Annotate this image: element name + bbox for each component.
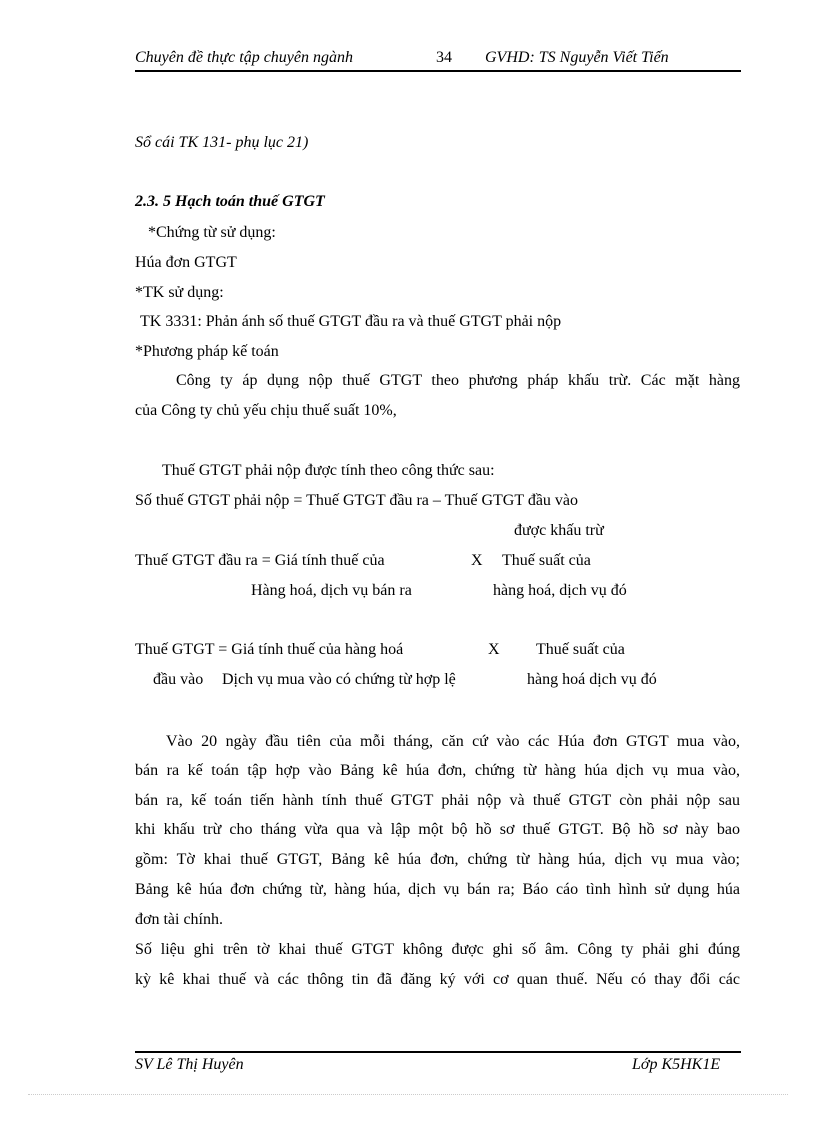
- formula-3-right: Thuế suất của: [536, 641, 625, 658]
- formula-2-right-sub: hàng hoá, dịch vụ đó: [493, 582, 627, 599]
- header-title: Chuyên đề thực tập chuyên ngành: [135, 49, 353, 66]
- footer-class: Lớp K5HK1E: [632, 1056, 721, 1073]
- paragraph-line: Số liệu ghi trên tờ khai thuế GTGT không được ghi số âm. Công ty phải ghi đúng: [135, 941, 740, 958]
- page-bottom-border: [28, 1094, 788, 1095]
- formula-intro: Thuế GTGT phải nộp được tính theo công thức sau:: [162, 462, 495, 479]
- formula-3-middle-sub: Dịch vụ mua vào có chứng từ hợp lệ: [222, 671, 456, 688]
- paragraph-line: đơn tài chính.: [135, 911, 223, 928]
- accounts-label: *TK sử dụng:: [135, 284, 224, 301]
- paragraph-line: của Công ty chủ yếu chịu thuế suất 10%,: [135, 402, 397, 419]
- paragraph-line: bán ra kế toán tập hợp vào Bảng kê húa đơn, chứng từ hàng húa dịch vụ mua vào,: [135, 762, 740, 779]
- formula-3-left-sub: đầu vào: [153, 671, 204, 688]
- paragraph-line: Vào 20 ngày đầu tiên của mỗi tháng, căn cứ vào các Húa đơn GTGT mua vào,: [166, 733, 740, 750]
- paragraph-line: Bảng kê húa đơn chứng từ, hàng húa, dịch vụ bán ra; Báo cáo tình hình sử dụng húa: [135, 881, 740, 898]
- formula-2-left: Thuế GTGT đầu ra = Giá tính thuế của: [135, 552, 385, 569]
- header-rule: [135, 70, 741, 72]
- formula-1-sub: được khấu trừ: [514, 522, 604, 539]
- formula-2-multiply: X: [471, 552, 483, 569]
- docs-used-label: *Chứng từ sử dụng:: [148, 224, 276, 241]
- paragraph-line: kỳ kê khai thuế và các thông tin đã đăng ký với cơ quan thuế. Nếu có thay đổi các: [135, 971, 740, 988]
- formula-1-main: Số thuế GTGT phải nộp = Thuế GTGT đầu ra – Thuế GTGT đầu vào: [135, 492, 579, 509]
- formula-2-left-sub: Hàng hoá, dịch vụ bán ra: [251, 582, 412, 599]
- page-number: 34: [436, 49, 452, 66]
- section-heading: 2.3. 5 Hạch toán thuế GTGT: [135, 193, 325, 210]
- docs-used-value: Húa đơn GTGT: [135, 254, 237, 271]
- header-supervisor: GVHD: TS Nguyễn Viết Tiến: [485, 49, 669, 66]
- paragraph-line: khi khấu trừ cho tháng vừa qua và lập một bộ hồ sơ thuế GTGT. Bộ hồ sơ này bao: [135, 821, 740, 838]
- formula-3-left: Thuế GTGT = Giá tính thuế của hàng hoá: [135, 641, 404, 658]
- paragraph-line: gồm: Tờ khai thuế GTGT, Bảng kê húa đơn, chứng từ hàng húa, dịch vụ mua vào;: [135, 851, 740, 868]
- paragraph-line: Công ty áp dụng nộp thuế GTGT theo phương pháp khấu trừ. Các mặt hàng: [176, 372, 740, 389]
- footer-student: SV Lê Thị Huyên: [135, 1056, 244, 1073]
- method-label: *Phương pháp kế toán: [135, 343, 279, 360]
- formula-2-right: Thuế suất của: [502, 552, 591, 569]
- footer-rule: [135, 1051, 741, 1053]
- accounts-value: TK 3331: Phản ánh số thuế GTGT đầu ra và thuế GTGT phải nộp: [140, 313, 562, 330]
- formula-3-multiply: X: [488, 641, 500, 658]
- reference-line: Sổ cái TK 131- phụ lục 21): [135, 134, 309, 151]
- formula-3-right-sub: hàng hoá dịch vụ đó: [527, 671, 657, 688]
- paragraph-line: bán ra, kế toán tiến hành tính thuế GTGT phải nộp và thuế GTGT còn phải nộp sau: [135, 792, 740, 809]
